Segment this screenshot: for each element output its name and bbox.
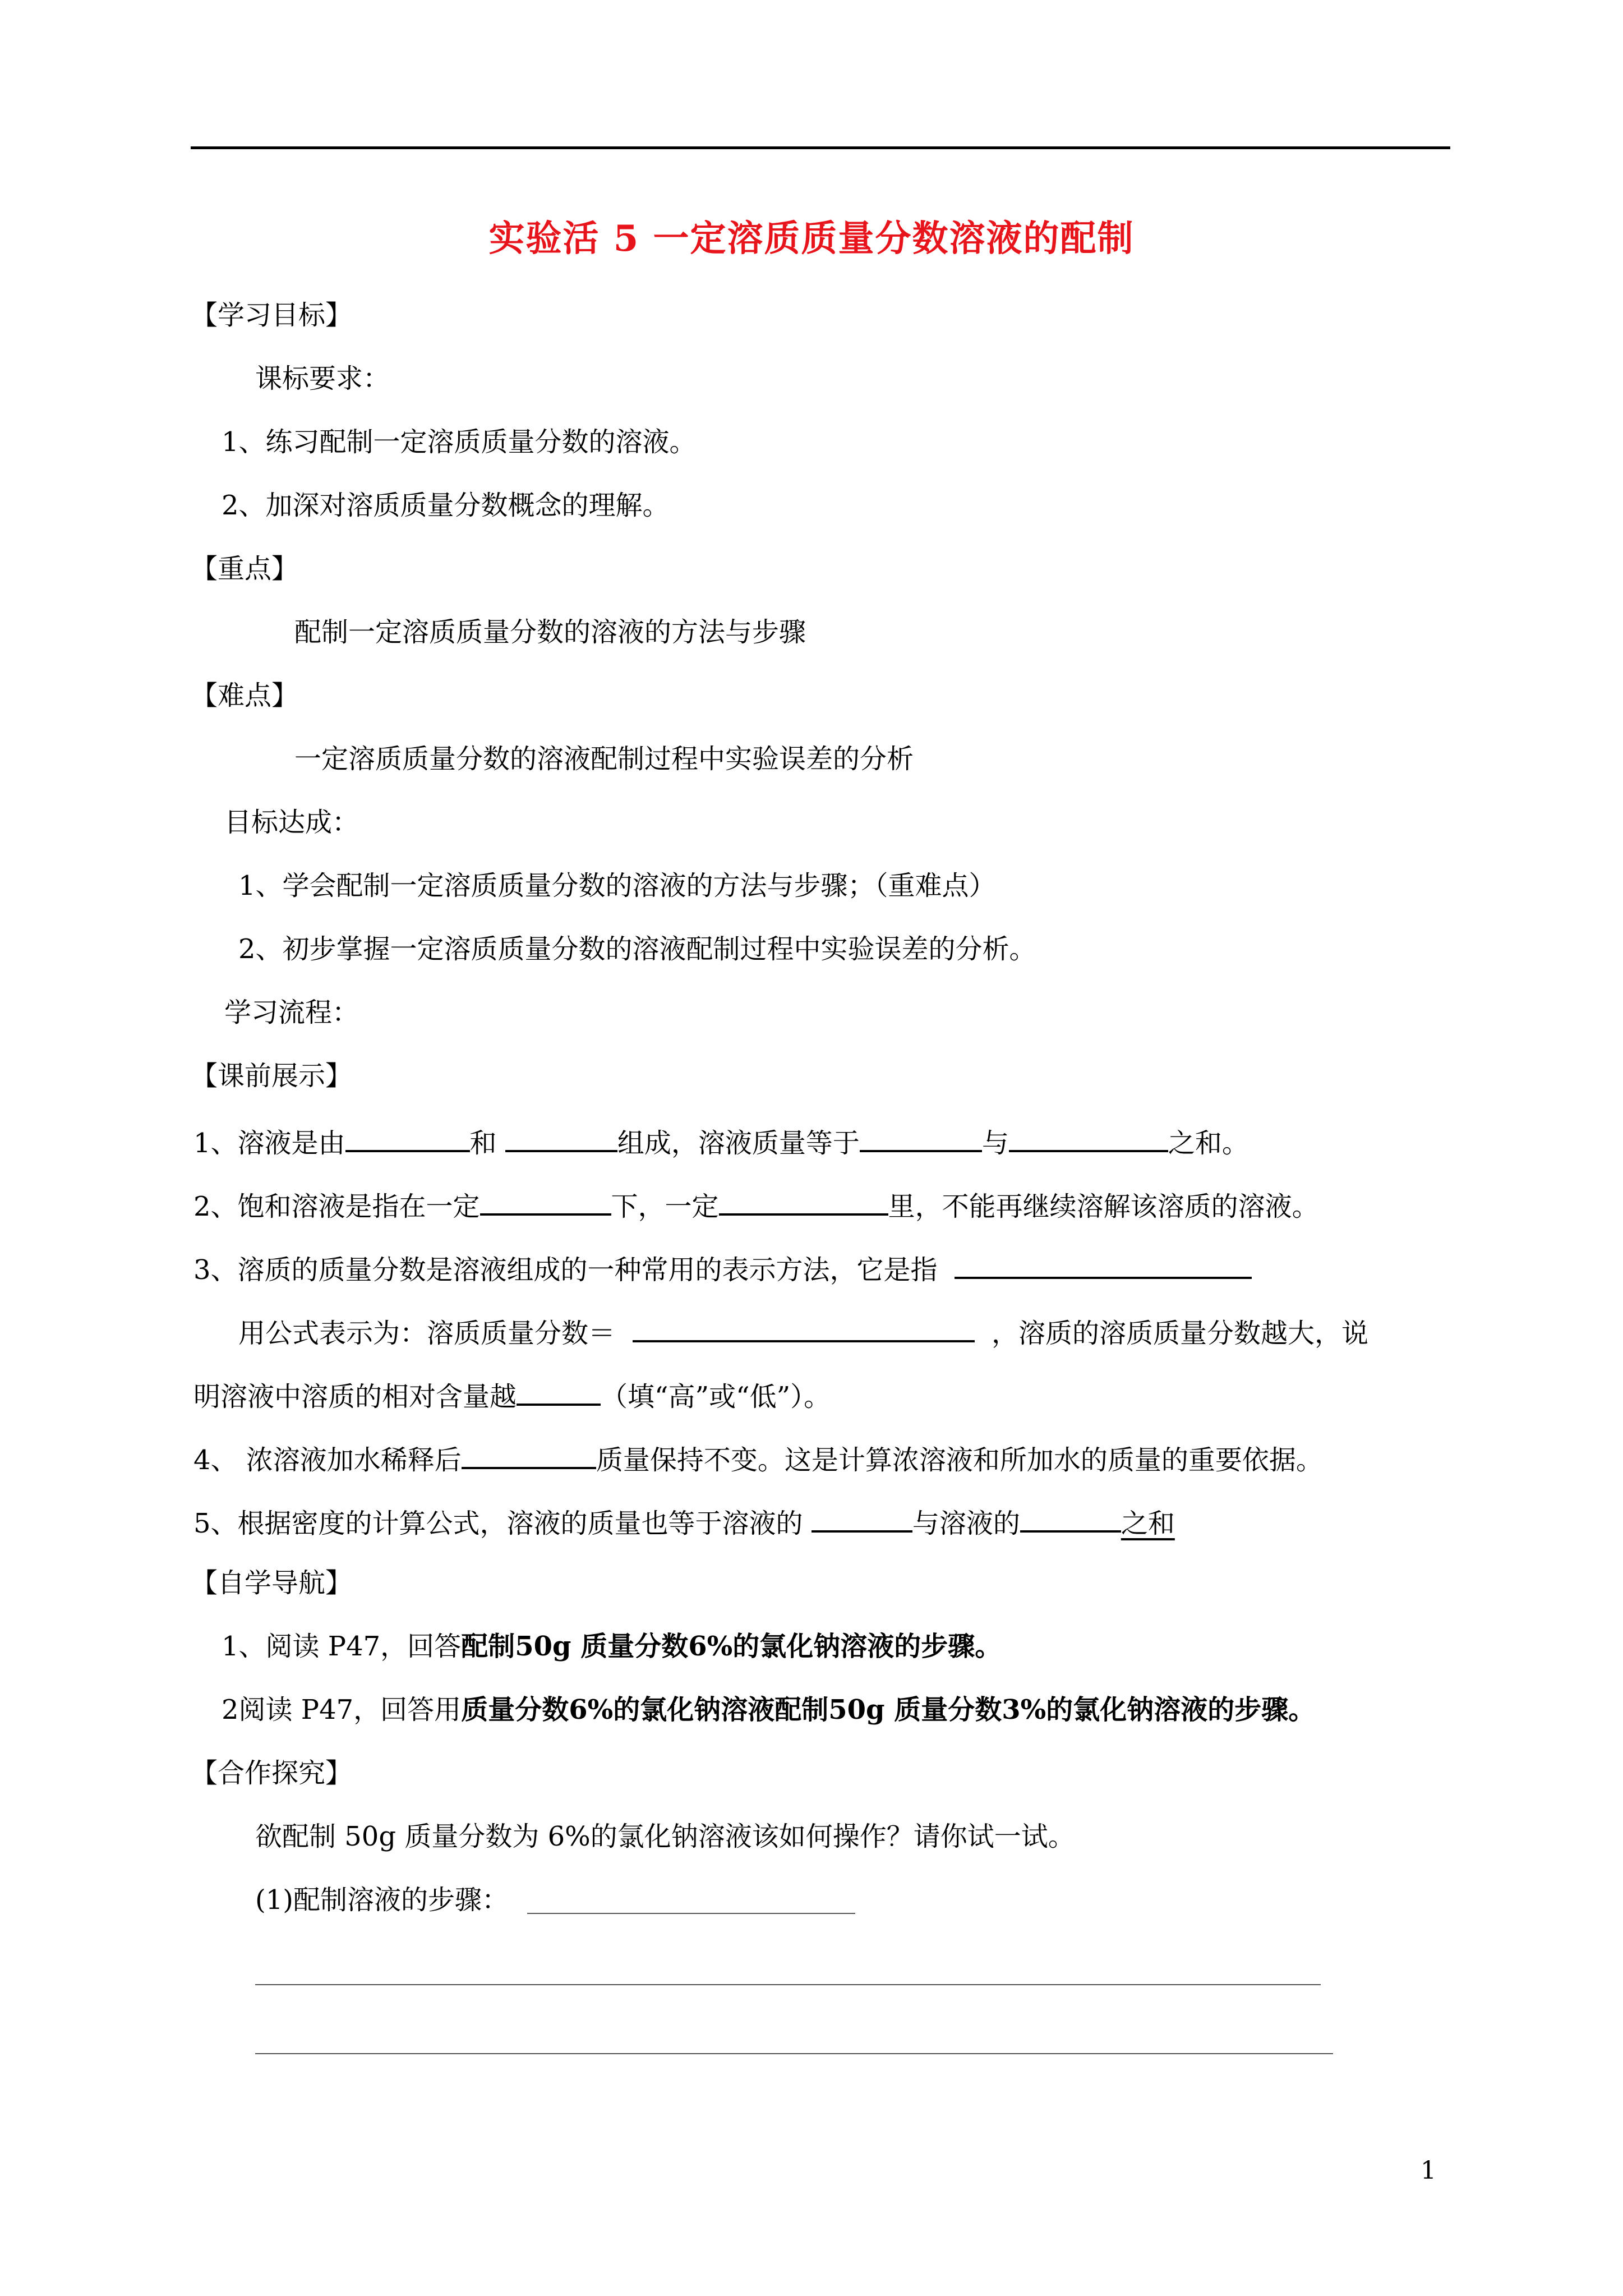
preview-q3-cont: 明溶液中溶质的相对含量越 （填“高”或“低”）。 [193, 1373, 831, 1416]
key-text: 配制一定溶质质量分数的溶液的方法与步骤 [294, 616, 806, 648]
achieve-item-2: 2、初步掌握一定溶质质量分数的溶液配制过程中实验误差的分析。 [238, 933, 1036, 965]
coop-step1: (1)配制溶液的步骤： [255, 1884, 509, 1916]
preview-header: 【课前展示】 [191, 1060, 353, 1092]
header-rule [191, 146, 1450, 149]
preview-q3-formula: 用公式表示为：溶质质量分数＝ ，溶质的溶质质量分数越大，说 [238, 1310, 1368, 1353]
curriculum-item-1: 1、练习配制一定溶质质量分数的溶液。 [222, 426, 697, 458]
self-study-q2: 2阅读 P47，回答用质量分数6%的氯化钠溶液配制50g 质量分数3%的氯化钠溶液的步骤。 [222, 1694, 1316, 1726]
curriculum-label: 课标要求： [255, 363, 390, 394]
answer-line-1 [255, 1984, 1321, 1985]
answer-line-2 [255, 2053, 1333, 2054]
goals-header: 【学习目标】 [191, 300, 353, 331]
coop-header: 【合作探究】 [191, 1757, 353, 1789]
achieve-item-1: 1、学会配制一定溶质质量分数的溶液的方法与步骤；（重难点） [238, 870, 996, 901]
preview-q4: 4、 浓溶液加水稀释后 质量保持不变。这是计算浓溶液和所加水的质量的重要依据。 [193, 1437, 1323, 1480]
preview-q3: 3、溶质的质量分数是溶液组成的一种常用的表示方法，它是指 [193, 1246, 1252, 1290]
key-header: 【重点】 [191, 553, 299, 585]
page-number: 1 [1421, 2156, 1436, 2185]
preview-q2: 2、饱和溶液是指在一定 下，一定 里，不能再继续溶解该溶质的溶液。 [193, 1183, 1319, 1226]
difficulty-text: 一定溶质质量分数的溶液配制过程中实验误差的分析 [294, 743, 914, 775]
answer-line-step1 [527, 1913, 855, 1914]
self-study-q1: 1、阅读 P47，回答配制50g 质量分数6%的氯化钠溶液的步骤。 [222, 1631, 1002, 1662]
process-label: 学习流程： [224, 997, 359, 1028]
curriculum-item-2: 2、加深对溶质质量分数概念的理解。 [222, 490, 670, 521]
difficulty-header: 【难点】 [191, 680, 299, 711]
preview-q5: 5、根据密度的计算公式，溶液的质量也等于溶液的 与溶液的 之和 [193, 1500, 1175, 1543]
self-study-header: 【自学导航】 [191, 1567, 353, 1599]
achieve-label: 目标达成： [224, 807, 359, 838]
page-title: 实验活 5 一定溶质质量分数溶液的配制 [488, 218, 1135, 260]
preview-q1: 1、溶液是由 和 组成，溶液质量等于 与 之和。 [193, 1120, 1249, 1163]
coop-intro: 欲配制 50g 质量分数为 6%的氯化钠溶液该如何操作？请你试一试。 [255, 1821, 1075, 1852]
